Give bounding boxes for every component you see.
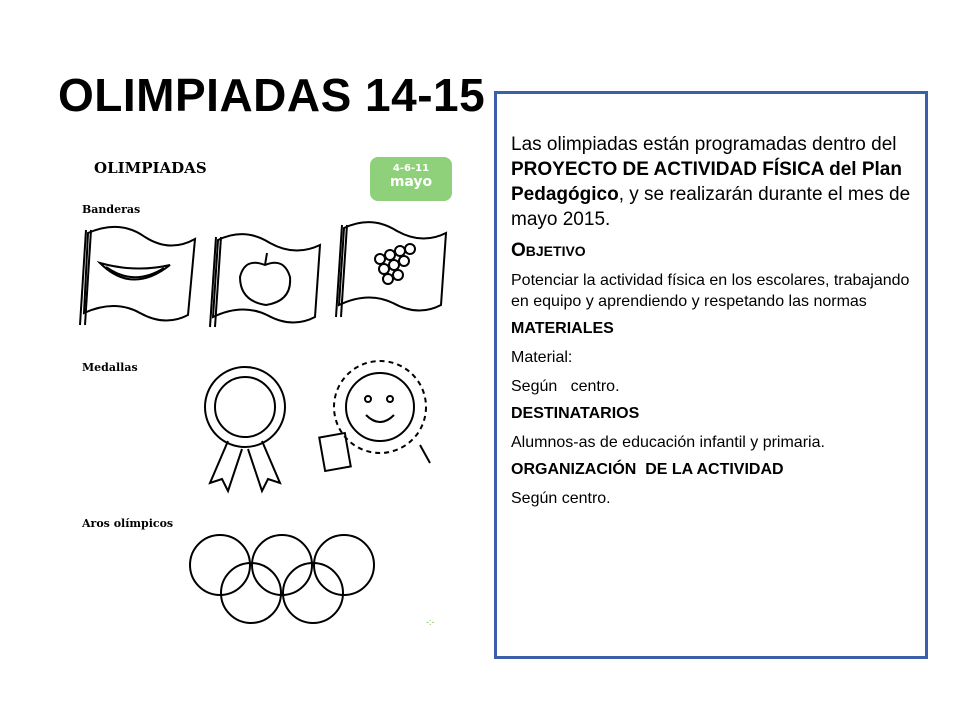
info-box (494, 91, 928, 659)
footer-mark: -:- (426, 617, 435, 627)
olympic-rings-icon (190, 535, 374, 623)
sun-medal-icon (319, 361, 430, 471)
objective-text: Potenciar la actividad física en los escolares, trabajando en equipo y aprendiendo y respetando las normas (511, 272, 910, 310)
materials-heading: MATERIALES (511, 320, 614, 337)
organization-heading: ORGANIZACIÓN DE LA ACTIVIDAD (511, 461, 784, 478)
worksheet-drawing (70, 145, 470, 645)
apple-flag-icon (210, 234, 320, 327)
section-flags-label: Banderas (82, 203, 141, 216)
section-rings-label: Aros olímpicos (82, 517, 174, 530)
objective-first-letter: O (511, 240, 526, 261)
date-badge (370, 157, 452, 201)
worksheet-title: OLIMPIADAS (94, 159, 207, 177)
recipients-text: Alumnos-as de educación infantil y primaria. (511, 434, 825, 451)
intro-paragraph (511, 132, 911, 232)
objective-heading (511, 240, 911, 262)
intro-text-1: Las olimpiadas están programadas dentro del (511, 134, 897, 155)
recipients-heading: DESTINATARIOS (511, 405, 640, 422)
objective-rest: BJETIVO (525, 243, 586, 259)
section-medals-label: Medallas (82, 361, 138, 374)
materials-line-1: Material: (511, 349, 573, 366)
grapes-flag-icon (336, 222, 446, 317)
materials-line-2: Según centro. (511, 378, 620, 395)
watermelon-flag-icon (80, 227, 195, 325)
badge-month: mayo (389, 174, 433, 190)
badge-days: 4-6-11 (392, 163, 430, 174)
ribbon-medal-icon (205, 367, 285, 491)
intro-project-name: PROYECTO DE ACTIVIDAD FÍSICA del Plan Pedagógico (511, 159, 902, 205)
organization-text: Según centro. (511, 490, 611, 507)
slide-title: OLIMPIADAS 14-15 (58, 69, 486, 121)
intro-text-2: , y se realizarán durante el mes de mayo 2015. (511, 184, 911, 230)
worksheet-illustration (70, 145, 470, 645)
